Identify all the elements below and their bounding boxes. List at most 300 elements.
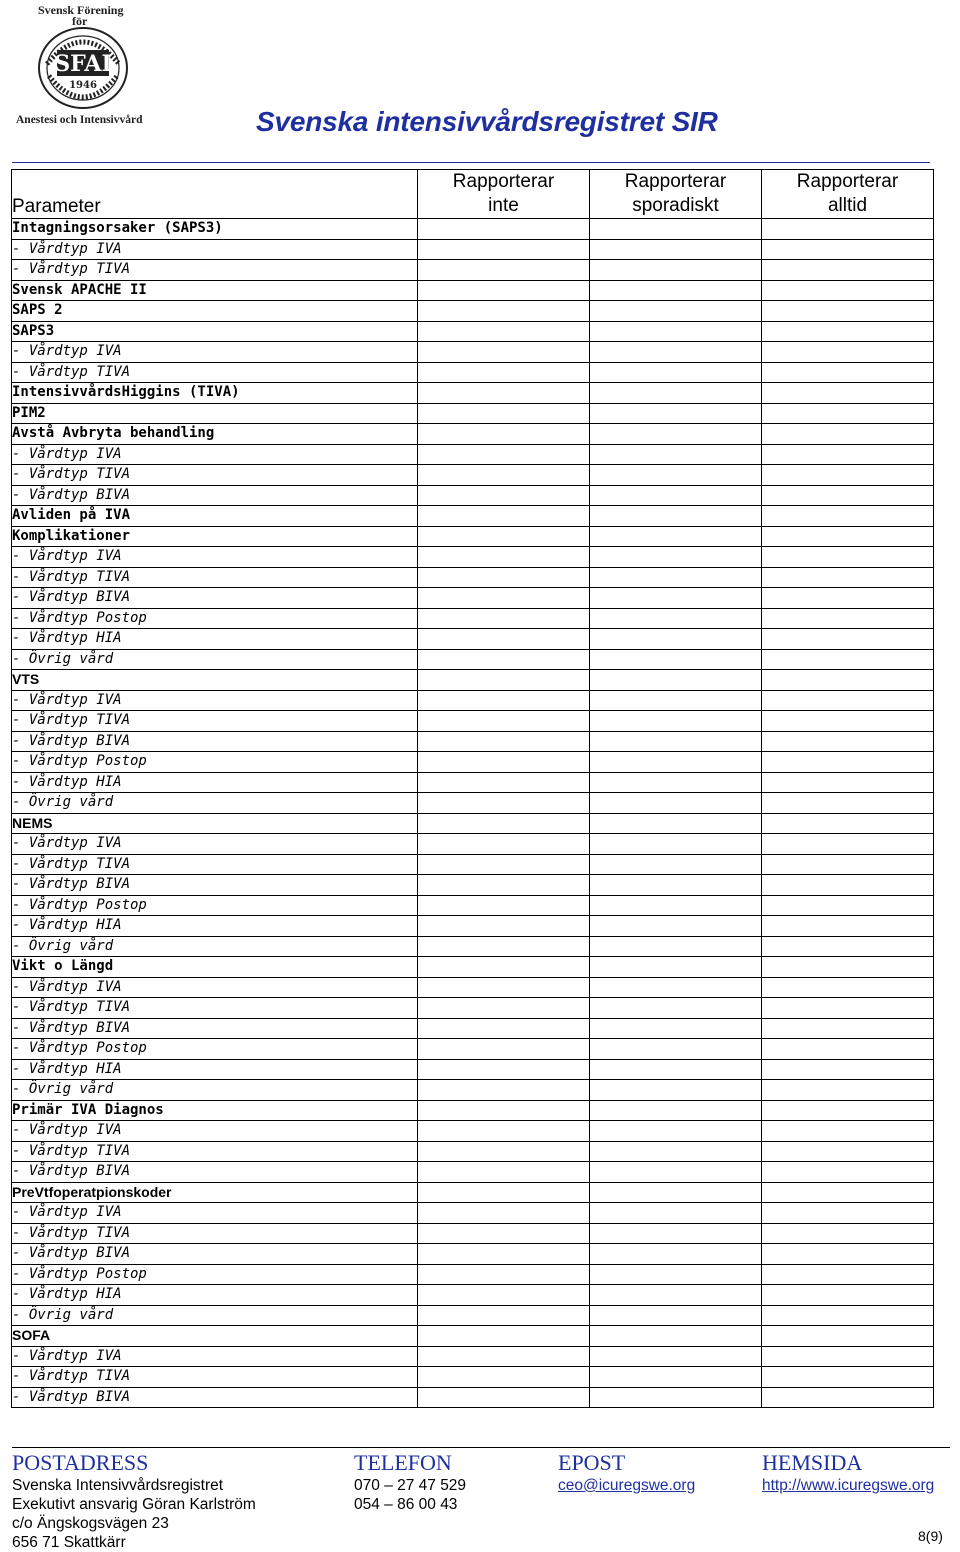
parameter-cell: - Vårdtyp IVA [12,547,418,568]
table-row [12,465,934,486]
checkbox-cell-inte[interactable] [418,936,590,957]
checkbox-cell-inte[interactable] [418,998,590,1019]
checkbox-cell-alltid[interactable] [762,260,934,281]
checkbox-cell-sporadiskt[interactable] [590,342,762,363]
parameter-cell: - Vårdtyp BIVA [12,875,418,896]
checkbox-cell-sporadiskt[interactable] [590,547,762,568]
col1-line1: Rapporterar [452,171,555,192]
table-row [12,362,934,383]
checkbox-cell-inte[interactable] [418,1039,590,1060]
checkbox-cell-sporadiskt[interactable] [590,506,762,527]
parameter-cell: - Vårdtyp Postop [12,1039,418,1060]
checkbox-cell-sporadiskt[interactable] [590,731,762,752]
checkbox-cell-inte[interactable] [418,629,590,650]
table-row [12,1162,934,1183]
checkbox-cell-alltid[interactable] [762,321,934,342]
footer-divider [12,1447,950,1448]
logo-line1: Svensk Förening [38,3,124,17]
table-row [12,875,934,896]
checkbox-cell-inte[interactable] [418,834,590,855]
table-row [12,1367,934,1388]
checkbox-cell-alltid[interactable] [762,690,934,711]
table-row [12,403,934,424]
checkbox-cell-alltid[interactable] [762,1223,934,1244]
checkbox-cell-sporadiskt[interactable] [590,834,762,855]
checkbox-cell-inte[interactable] [418,588,590,609]
checkbox-cell-sporadiskt[interactable] [590,1264,762,1285]
checkbox-cell-sporadiskt[interactable] [590,424,762,445]
table-row [12,1182,934,1203]
table-row [12,813,934,834]
checkbox-cell-sporadiskt[interactable] [590,1018,762,1039]
checkbox-cell-alltid[interactable] [762,629,934,650]
checkbox-cell-alltid[interactable] [762,485,934,506]
parameter-cell: - Vårdtyp BIVA [12,1387,418,1408]
checkbox-cell-alltid[interactable] [762,526,934,547]
checkbox-cell-alltid[interactable] [762,834,934,855]
checkbox-cell-sporadiskt[interactable] [590,1367,762,1388]
checkbox-cell-sporadiskt[interactable] [590,670,762,691]
checkbox-cell-inte[interactable] [418,793,590,814]
checkbox-cell-inte[interactable] [418,649,590,670]
checkbox-cell-inte[interactable] [418,1223,590,1244]
checkbox-cell-alltid[interactable] [762,403,934,424]
table-row [12,998,934,1019]
table-row [12,567,934,588]
parameter-cell: PreVtfoperatpionskoder [12,1182,418,1203]
checkbox-cell-alltid[interactable] [762,1203,934,1224]
table-row [12,1346,934,1367]
checkbox-cell-sporadiskt[interactable] [590,957,762,978]
table-row [12,793,934,814]
checkbox-cell-inte[interactable] [418,547,590,568]
checkbox-cell-inte[interactable] [418,1285,590,1306]
table-row [12,1203,934,1224]
col3-line2: alltid [827,195,868,216]
parameter-cell: - Övrig vård [12,1305,418,1326]
parameter-cell: - Vårdtyp TIVA [12,711,418,732]
footer-address-line1: Svenska Intensivvårdsregistret [12,1477,224,1494]
checkbox-cell-sporadiskt[interactable] [590,1203,762,1224]
parameter-table [11,169,934,1408]
parameter-cell: - Vårdtyp IVA [12,690,418,711]
checkbox-cell-sporadiskt[interactable] [590,752,762,773]
checkbox-cell-inte[interactable] [418,1141,590,1162]
checkbox-cell-sporadiskt[interactable] [590,1182,762,1203]
col2-line2: sporadiskt [632,195,719,216]
footer-address-line2: Exekutivt ansvarig Göran Karlström [12,1496,256,1513]
table-row [12,342,934,363]
checkbox-cell-inte[interactable] [418,977,590,998]
checkbox-cell-inte[interactable] [418,1264,590,1285]
checkbox-cell-inte[interactable] [418,260,590,281]
checkbox-cell-inte[interactable] [418,280,590,301]
checkbox-cell-sporadiskt[interactable] [590,793,762,814]
parameter-cell: - Vårdtyp BIVA [12,588,418,609]
parameter-cell: VTS [12,670,418,691]
parameter-cell: Vikt o Längd [12,957,418,978]
checkbox-cell-sporadiskt[interactable] [590,854,762,875]
checkbox-cell-sporadiskt[interactable] [590,1387,762,1408]
table-row [12,588,934,609]
col2-line1: Rapporterar [624,171,727,192]
table-row [12,608,934,629]
checkbox-cell-sporadiskt[interactable] [590,1059,762,1080]
table-row [12,1326,934,1347]
checkbox-cell-sporadiskt[interactable] [590,608,762,629]
column-header-rapporterar-alltid [762,170,934,219]
checkbox-cell-sporadiskt[interactable] [590,629,762,650]
parameter-cell: - Vårdtyp TIVA [12,260,418,281]
checkbox-cell-sporadiskt[interactable] [590,875,762,896]
table-row [12,485,934,506]
parameter-cell: - Övrig vård [12,1080,418,1101]
checkbox-cell-inte[interactable] [418,752,590,773]
parameter-cell: - Vårdtyp HIA [12,916,418,937]
checkbox-cell-inte[interactable] [418,1100,590,1121]
checkbox-cell-inte[interactable] [418,875,590,896]
checkbox-cell-alltid[interactable] [762,772,934,793]
checkbox-cell-sporadiskt[interactable] [590,239,762,260]
checkbox-cell-alltid[interactable] [762,649,934,670]
checkbox-cell-alltid[interactable] [762,424,934,445]
parameter-cell: SAPS 2 [12,301,418,322]
column-header-rapporterar-inte [418,170,590,219]
checkbox-cell-sporadiskt[interactable] [590,219,762,240]
table-row [12,895,934,916]
checkbox-cell-inte[interactable] [418,1367,590,1388]
checkbox-cell-inte[interactable] [418,1387,590,1408]
checkbox-cell-alltid[interactable] [762,1285,934,1306]
checkbox-cell-sporadiskt[interactable] [590,260,762,281]
table-row [12,1223,934,1244]
parameter-cell: NEMS [12,813,418,834]
checkbox-cell-inte[interactable] [418,1121,590,1142]
checkbox-cell-sporadiskt[interactable] [590,588,762,609]
checkbox-cell-alltid[interactable] [762,588,934,609]
checkbox-cell-inte[interactable] [418,731,590,752]
parameter-cell: PIM2 [12,403,418,424]
checkbox-cell-inte[interactable] [418,424,590,445]
checkbox-cell-alltid[interactable] [762,957,934,978]
checkbox-cell-alltid[interactable] [762,362,934,383]
parameter-cell: - Vårdtyp TIVA [12,465,418,486]
parameter-cell: - Vårdtyp HIA [12,629,418,650]
table-row [12,260,934,281]
checkbox-cell-alltid[interactable] [762,1059,934,1080]
checkbox-cell-inte[interactable] [418,342,590,363]
parameter-cell: - Vårdtyp Postop [12,752,418,773]
checkbox-cell-alltid[interactable] [762,670,934,691]
header-divider [12,162,930,163]
checkbox-cell-inte[interactable] [418,854,590,875]
checkbox-cell-inte[interactable] [418,916,590,937]
checkbox-cell-alltid[interactable] [762,977,934,998]
table-row [12,1305,934,1326]
checkbox-cell-sporadiskt[interactable] [590,895,762,916]
document-title: Svenska intensivvårdsregistret SIR [256,106,718,137]
parameter-cell: - Vårdtyp TIVA [12,567,418,588]
checkbox-cell-alltid[interactable] [762,506,934,527]
footer-address-line3: c/o Ängskogsvägen 23 [12,1515,169,1532]
checkbox-cell-sporadiskt[interactable] [590,362,762,383]
checkbox-cell-alltid[interactable] [762,444,934,465]
checkbox-cell-sporadiskt[interactable] [590,1223,762,1244]
parameter-cell: - Vårdtyp Postop [12,895,418,916]
parameter-cell: - Vårdtyp BIVA [12,731,418,752]
checkbox-cell-alltid[interactable] [762,465,934,486]
table-row [12,854,934,875]
table-row [12,957,934,978]
checkbox-cell-sporadiskt[interactable] [590,813,762,834]
checkbox-cell-sporadiskt[interactable] [590,1162,762,1183]
footer-hemsida-heading: HEMSIDA [762,1450,863,1475]
table-row [12,321,934,342]
checkbox-cell-sporadiskt[interactable] [590,772,762,793]
footer-phone2: 054 – 86 00 43 [354,1496,458,1513]
checkbox-cell-sporadiskt[interactable] [590,301,762,322]
checkbox-cell-inte[interactable] [418,219,590,240]
checkbox-cell-sporadiskt[interactable] [590,526,762,547]
parameter-cell: - Övrig vård [12,936,418,957]
parameter-cell: - Vårdtyp BIVA [12,1244,418,1265]
checkbox-cell-sporadiskt[interactable] [590,916,762,937]
column-header-parameter: Parameter [12,170,418,219]
col3-line1: Rapporterar [796,171,899,192]
checkbox-cell-alltid[interactable] [762,916,934,937]
checkbox-cell-inte[interactable] [418,567,590,588]
checkbox-cell-inte[interactable] [418,239,590,260]
parameter-cell: - Vårdtyp HIA [12,772,418,793]
sfai-logo [12,0,152,132]
checkbox-cell-alltid[interactable] [762,1141,934,1162]
checkbox-cell-sporadiskt[interactable] [590,690,762,711]
checkbox-cell-sporadiskt[interactable] [590,321,762,342]
checkbox-cell-sporadiskt[interactable] [590,936,762,957]
parameter-cell: - Vårdtyp Postop [12,1264,418,1285]
table-row [12,711,934,732]
footer-email-link[interactable]: ceo@icuregswe.org [558,1477,696,1494]
checkbox-cell-alltid[interactable] [762,752,934,773]
table-row [12,1018,934,1039]
footer-telefon-heading: TELEFON [354,1450,452,1475]
table-row [12,547,934,568]
checkbox-cell-alltid[interactable] [762,1326,934,1347]
checkbox-cell-sporadiskt[interactable] [590,1285,762,1306]
parameter-cell: - Vårdtyp IVA [12,444,418,465]
checkbox-cell-alltid[interactable] [762,342,934,363]
checkbox-cell-inte[interactable] [418,526,590,547]
checkbox-cell-inte[interactable] [418,1244,590,1265]
checkbox-cell-sporadiskt[interactable] [590,977,762,998]
checkbox-cell-inte[interactable] [418,321,590,342]
checkbox-cell-inte[interactable] [418,1203,590,1224]
parameter-cell: Svensk APACHE II [12,280,418,301]
footer-phone1: 070 – 27 47 529 [354,1477,467,1494]
table-row [12,424,934,445]
table-row [12,1039,934,1060]
table-row [12,526,934,547]
checkbox-cell-sporadiskt[interactable] [590,444,762,465]
logo-line3: Anestesi och Intensivvård [16,114,143,126]
checkbox-cell-sporadiskt[interactable] [590,383,762,404]
checkbox-cell-inte[interactable] [418,1059,590,1080]
checkbox-cell-sporadiskt[interactable] [590,465,762,486]
parameter-cell: - Vårdtyp TIVA [12,1223,418,1244]
parameter-cell: - Vårdtyp IVA [12,342,418,363]
checkbox-cell-inte[interactable] [418,1018,590,1039]
parameter-cell: - Övrig vård [12,649,418,670]
checkbox-cell-alltid[interactable] [762,383,934,404]
checkbox-cell-alltid[interactable] [762,731,934,752]
checkbox-cell-alltid[interactable] [762,1018,934,1039]
table-row [12,444,934,465]
parameter-cell: - Vårdtyp HIA [12,1059,418,1080]
checkbox-cell-inte[interactable] [418,772,590,793]
checkbox-cell-alltid[interactable] [762,1244,934,1265]
parameter-cell: - Vårdtyp IVA [12,977,418,998]
table-row [12,1141,934,1162]
checkbox-cell-sporadiskt[interactable] [590,1121,762,1142]
checkbox-cell-sporadiskt[interactable] [590,1039,762,1060]
checkbox-cell-alltid[interactable] [762,239,934,260]
checkbox-cell-inte[interactable] [418,301,590,322]
parameter-cell: Primär IVA Diagnos [12,1100,418,1121]
table-row [12,1387,934,1408]
checkbox-cell-inte[interactable] [418,383,590,404]
checkbox-cell-alltid[interactable] [762,1387,934,1408]
checkbox-cell-sporadiskt[interactable] [590,485,762,506]
table-row [12,916,934,937]
checkbox-cell-alltid[interactable] [762,875,934,896]
checkbox-cell-alltid[interactable] [762,1367,934,1388]
parameter-cell: - Vårdtyp IVA [12,834,418,855]
table-row [12,280,934,301]
checkbox-cell-alltid[interactable] [762,1039,934,1060]
parameter-cell: SOFA [12,1326,418,1347]
checkbox-cell-alltid[interactable] [762,813,934,834]
checkbox-cell-alltid[interactable] [762,547,934,568]
parameter-cell: - Vårdtyp TIVA [12,1367,418,1388]
footer-postadress-heading: POSTADRESS [12,1450,149,1475]
checkbox-cell-sporadiskt[interactable] [590,1346,762,1367]
table-row [12,1080,934,1101]
checkbox-cell-inte[interactable] [418,957,590,978]
checkbox-cell-alltid[interactable] [762,1346,934,1367]
parameter-cell: Avstå Avbryta behandling [12,424,418,445]
checkbox-cell-inte[interactable] [418,608,590,629]
checkbox-cell-inte[interactable] [418,670,590,691]
checkbox-cell-inte[interactable] [418,1162,590,1183]
checkbox-cell-inte[interactable] [418,1080,590,1101]
checkbox-cell-alltid[interactable] [762,936,934,957]
checkbox-cell-alltid[interactable] [762,280,934,301]
checkbox-cell-alltid[interactable] [762,219,934,240]
checkbox-cell-alltid[interactable] [762,1305,934,1326]
logo-line2: för [72,14,88,28]
checkbox-cell-alltid[interactable] [762,608,934,629]
checkbox-cell-inte[interactable] [418,506,590,527]
checkbox-cell-alltid[interactable] [762,1264,934,1285]
checkbox-cell-alltid[interactable] [762,854,934,875]
parameter-cell: SAPS3 [12,321,418,342]
table-row [12,301,934,322]
checkbox-cell-inte[interactable] [418,1326,590,1347]
checkbox-cell-inte[interactable] [418,711,590,732]
checkbox-cell-sporadiskt[interactable] [590,711,762,732]
table-row [12,731,934,752]
checkbox-cell-sporadiskt[interactable] [590,1100,762,1121]
seal-text: SFAI [54,51,112,77]
checkbox-cell-sporadiskt[interactable] [590,567,762,588]
table-row [12,690,934,711]
parameter-cell: - Vårdtyp TIVA [12,362,418,383]
checkbox-cell-alltid[interactable] [762,793,934,814]
table-row [12,219,934,240]
checkbox-cell-alltid[interactable] [762,567,934,588]
table-row [12,752,934,773]
checkbox-cell-sporadiskt[interactable] [590,649,762,670]
checkbox-cell-inte[interactable] [418,403,590,424]
checkbox-cell-sporadiskt[interactable] [590,403,762,424]
checkbox-cell-alltid[interactable] [762,1182,934,1203]
parameter-cell: - Vårdtyp BIVA [12,1162,418,1183]
checkbox-cell-sporadiskt[interactable] [590,1326,762,1347]
footer-address-line4: 656 71 Skattkärr [12,1534,126,1551]
checkbox-cell-alltid[interactable] [762,1121,934,1142]
checkbox-cell-sporadiskt[interactable] [590,1080,762,1101]
parameter-cell: Intagningsorsaker (SAPS3) [12,219,418,240]
checkbox-cell-sporadiskt[interactable] [590,280,762,301]
checkbox-cell-alltid[interactable] [762,711,934,732]
table-row [12,772,934,793]
checkbox-cell-sporadiskt[interactable] [590,1305,762,1326]
checkbox-cell-inte[interactable] [418,690,590,711]
parameter-cell: - Vårdtyp Postop [12,608,418,629]
checkbox-cell-inte[interactable] [418,813,590,834]
checkbox-cell-inte[interactable] [418,1182,590,1203]
table-row [12,1121,934,1142]
checkbox-cell-alltid[interactable] [762,1080,934,1101]
table-body [12,219,934,1408]
checkbox-cell-inte[interactable] [418,444,590,465]
checkbox-cell-sporadiskt[interactable] [590,998,762,1019]
parameter-cell: - Vårdtyp IVA [12,1121,418,1142]
parameter-cell: Komplikationer [12,526,418,547]
checkbox-cell-inte[interactable] [418,1305,590,1326]
checkbox-cell-alltid[interactable] [762,1162,934,1183]
checkbox-cell-alltid[interactable] [762,301,934,322]
table-row [12,977,934,998]
footer-website-link[interactable]: http://www.icuregswe.org [762,1477,935,1494]
checkbox-cell-alltid[interactable] [762,998,934,1019]
table-row [12,936,934,957]
table-row [12,649,934,670]
checkbox-cell-inte[interactable] [418,895,590,916]
checkbox-cell-inte[interactable] [418,1346,590,1367]
checkbox-cell-alltid[interactable] [762,895,934,916]
checkbox-cell-sporadiskt[interactable] [590,1244,762,1265]
checkbox-cell-inte[interactable] [418,362,590,383]
seal-year: 1946 [69,80,97,91]
table-row [12,834,934,855]
checkbox-cell-sporadiskt[interactable] [590,1141,762,1162]
checkbox-cell-alltid[interactable] [762,1100,934,1121]
sfai-seal-icon [37,26,129,110]
parameter-cell: - Övrig vård [12,793,418,814]
checkbox-cell-inte[interactable] [418,485,590,506]
checkbox-cell-inte[interactable] [418,465,590,486]
